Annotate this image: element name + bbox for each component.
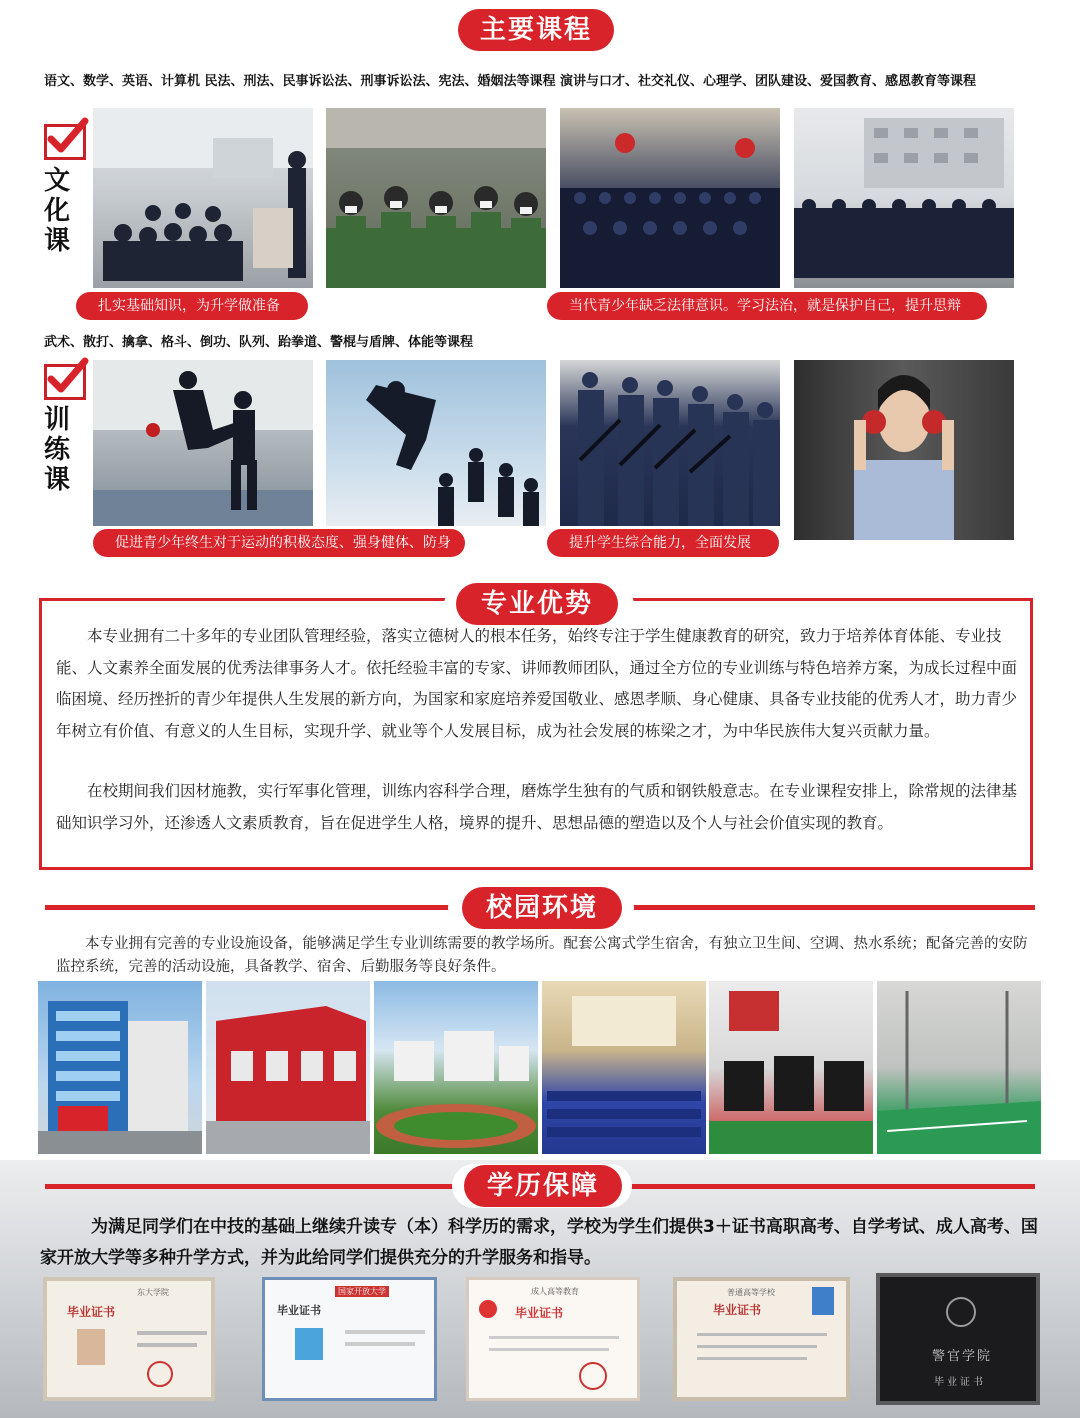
- checkbox-culture: [44, 124, 86, 160]
- section-title-campus: 校园环境: [462, 887, 622, 929]
- photo-sparring-kick: [93, 360, 313, 526]
- training-caption-left: 促进青少年终生对于运动的积极态度、强身健体、防身: [93, 529, 465, 557]
- certificate-header: 国家开放大学: [335, 1286, 389, 1297]
- certificate-header: 东大学院: [137, 1288, 169, 1297]
- certificate-3: [466, 1277, 640, 1401]
- photo-auditorium: [542, 981, 706, 1154]
- photo-classroom-teacher: [93, 108, 313, 288]
- advantage-paragraph-1: 本专业拥有二十多年的专业团队管理经验，落实立德树人的根本任务，始终专注于学生健康教育的研究，致力于培养体育体能、专业技能、人文素养全面发展的优秀法律事务人才。依托经验丰富的专家、讲师教师团队，通过全方位的专业训练与特色培养方案，为成长过程中面临困境、经历挫折的青少年提供人生发展的新方向，为国家和家庭培养爱国敬业、感恩孝顺、身心健康、具备专业技能的优秀人才，助力青少年树立有价值、有意义的人生目标，实现升学、就业等个人发展目标，成为社会发展的栋梁之才，为中华民族伟大复兴贡献力量。: [56, 627, 1018, 740]
- photo-students-masks: [326, 108, 546, 288]
- certificate-title: 毕业证书: [277, 1304, 321, 1317]
- certificate-header: 成人高等教育: [531, 1287, 579, 1296]
- photo-gym-treadmills: [709, 981, 873, 1154]
- certificate-5: [876, 1273, 1040, 1405]
- photo-campus-aerial: [374, 981, 538, 1154]
- photo-campus-building: [38, 981, 202, 1154]
- photo-formation-salute: [560, 108, 780, 288]
- training-course-list: 武术、散打、擒拿、格斗、倒功、队列、跆拳道、警棍与盾牌、体能等课程: [44, 335, 474, 350]
- advantage-paragraph-2: 在校期间我们因材施教，实行军事化管理，训练内容科学合理，磨炼学生独有的气质和钢铁般意志。在专业课程安排上，除常规的法律基础知识学习外，还渗透人文素质教育，旨在促进学生人格，境界的提升、思想品德的塑造以及个人与社会价值实现的教育。: [56, 782, 1018, 832]
- certificate-title: 毕业证书: [713, 1303, 762, 1317]
- certificate-2: [262, 1277, 437, 1401]
- photo-oath-building: [794, 108, 1014, 288]
- culture-caption-right: 当代青少年缺乏法律意识。学习法治，就是保护自己，提升思辩: [547, 292, 987, 320]
- certificate-title: 毕业证书: [67, 1305, 116, 1319]
- photo-red-hall: [206, 981, 370, 1154]
- check-icon: [45, 113, 89, 155]
- photo-shooting-trainee: [794, 360, 1014, 540]
- culture-label: 文化课: [43, 166, 70, 256]
- certificate-title: 毕业证书: [515, 1306, 564, 1320]
- photo-rifle-drill: [560, 360, 780, 526]
- certificate-title: 毕业证书: [934, 1377, 986, 1388]
- degree-paragraph: 为满足同学们在中技的基础上继续升读专（本）科学历的需求，学校为学生们提供3＋证书高职高考、自学考试、成人高考、国家开放大学等多种升学方式，并为此给同学们提供充分的升学服务和指导。: [40, 1217, 1038, 1268]
- certificate-4: [673, 1277, 850, 1401]
- check-icon: [45, 353, 89, 395]
- culture-caption-left: 扎实基础知识，为升学做准备: [76, 292, 308, 320]
- checkbox-training: [44, 364, 86, 400]
- section-title-advantage: 专业优势: [456, 583, 618, 625]
- section-title-degree: 学历保障: [464, 1165, 622, 1207]
- culture-course-list: 语文、数学、英语、计算机 民法、刑法、民事诉讼法、刑事诉讼法、宪法、婚姻法等课程 演讲与口才、社交礼仪、心理学、团队建设、爱国教育、感恩教育等课程: [44, 74, 977, 89]
- certificate-header: 普通高等学校: [727, 1288, 775, 1297]
- training-label: 训练课: [43, 405, 70, 495]
- training-caption-right: 提升学生综合能力，全面发展: [547, 529, 779, 557]
- section-title-courses: 主要课程: [458, 9, 614, 51]
- certificate-1: [43, 1277, 215, 1401]
- certificate-header: 警官学院: [932, 1349, 993, 1364]
- photo-fall-training: [326, 360, 546, 526]
- photo-badminton-court: [877, 981, 1041, 1154]
- campus-paragraph: 本专业拥有完善的专业设施设备，能够满足学生专业训练需要的教学场所。配套公寓式学生宿舍，有独立卫生间、空调、热水系统；配备完善的安防监控系统，完善的活动设施，具备教学、宿舍、后勤服务等良好条件。: [56, 936, 1028, 975]
